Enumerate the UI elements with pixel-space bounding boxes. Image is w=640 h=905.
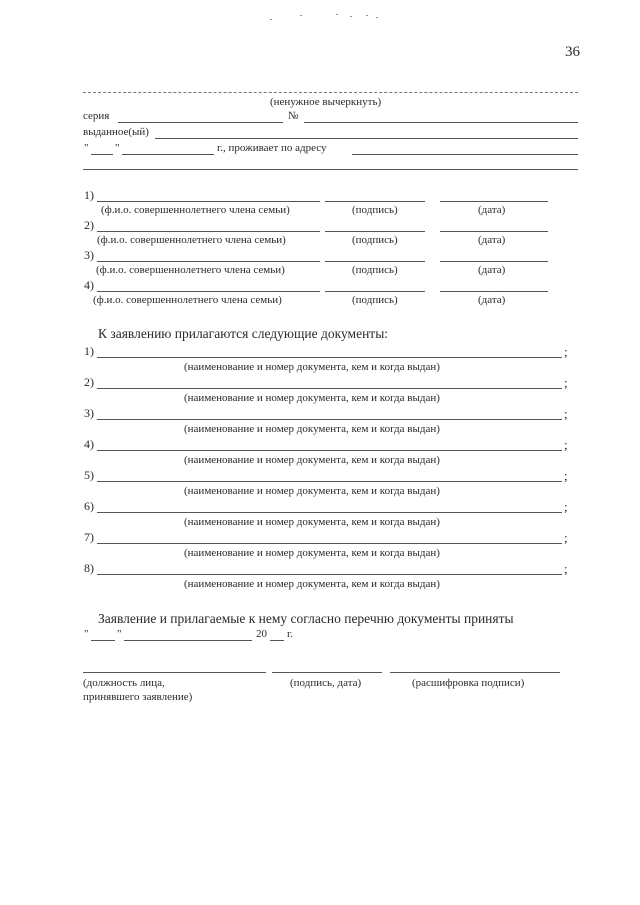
document-caption: (наименование и номер документа, кем и когда выдан) (184, 454, 440, 466)
document-field[interactable] (97, 512, 562, 513)
number-field[interactable] (304, 122, 578, 123)
name-caption: (ф.и.о. совершеннолетнего члена семьи) (93, 294, 282, 306)
acceptance-day-field[interactable] (91, 640, 115, 641)
document-number: 3) (84, 406, 94, 420)
date-quote-open: " (84, 142, 89, 154)
document-field[interactable] (97, 419, 562, 420)
member-date-field[interactable] (440, 291, 548, 292)
row-number: 1) (84, 188, 94, 202)
document-row-end: ; (564, 499, 568, 514)
date-caption: (дата) (478, 204, 506, 216)
document-field[interactable] (97, 574, 562, 575)
scan-speck (376, 17, 378, 18)
document-number: 4) (84, 437, 94, 451)
document-caption: (наименование и номер документа, кем и когда выдан) (184, 516, 440, 528)
date-caption: (дата) (478, 234, 506, 246)
member-name-field[interactable] (97, 231, 320, 232)
name-caption: (ф.и.о. совершеннолетнего члена семьи) (96, 264, 285, 276)
document-number: 1) (84, 344, 94, 358)
member-name-field[interactable] (97, 201, 320, 202)
document-caption: (наименование и номер документа, кем и когда выдан) (184, 547, 440, 559)
document-number: 8) (84, 561, 94, 575)
row-number: 3) (84, 248, 94, 262)
document-caption: (наименование и номер документа, кем и когда выдан) (184, 361, 440, 373)
document-caption: (наименование и номер документа, кем и когда выдан) (184, 392, 440, 404)
acceptance-year-field[interactable] (270, 640, 284, 641)
member-name-field[interactable] (97, 291, 320, 292)
acceptance-quote-open: " (84, 628, 89, 640)
decode-caption: (расшифровка подписи) (412, 677, 525, 689)
member-date-field[interactable] (440, 261, 548, 262)
series-label: серия (83, 110, 110, 122)
scan-speck (350, 16, 352, 17)
document-caption: (наименование и номер документа, кем и когда выдан) (184, 578, 440, 590)
scan-speck (336, 14, 338, 15)
document-row-end: ; (564, 344, 568, 359)
document-row-end: ; (564, 561, 568, 576)
document-field[interactable] (97, 481, 562, 482)
day-field[interactable] (91, 154, 113, 155)
scan-speck (270, 19, 272, 20)
document-row-end: ; (564, 375, 568, 390)
document-field[interactable] (97, 543, 562, 544)
acceptance-year-prefix: 20 (256, 628, 267, 640)
page-number: 36 (565, 44, 580, 60)
date-caption: (дата) (478, 294, 506, 306)
member-name-field[interactable] (97, 261, 320, 262)
member-signature-field[interactable] (325, 231, 425, 232)
address-field-continued[interactable] (83, 169, 578, 170)
position-caption: (должность лица, (83, 677, 165, 689)
signature-caption: (подпись) (352, 204, 398, 216)
acceptance-statement: Заявление и прилагаемые к нему согласно перечню документы приняты (98, 611, 514, 626)
signature-caption: (подпись) (352, 234, 398, 246)
document-number: 7) (84, 530, 94, 544)
acceptance-quote-close: " (117, 628, 122, 640)
document-caption: (наименование и номер документа, кем и когда выдан) (184, 485, 440, 497)
year-address-label: г., проживает по адресу (217, 142, 327, 154)
date-caption: (дата) (478, 264, 506, 276)
document-caption: (наименование и номер документа, кем и когда выдан) (184, 423, 440, 435)
signature-decoding-field[interactable] (390, 672, 560, 673)
signature-caption: (подпись) (352, 264, 398, 276)
strike-note: (ненужное вычеркнуть) (270, 96, 382, 108)
member-signature-field[interactable] (325, 261, 425, 262)
signature-caption: (подпись) (352, 294, 398, 306)
number-label: № (288, 110, 299, 122)
document-number: 6) (84, 499, 94, 513)
issued-label: выданное(ый) (83, 126, 149, 138)
acceptance-year-suffix: г. (287, 628, 294, 640)
name-caption: (ф.и.о. совершеннолетнего члена семьи) (97, 234, 286, 246)
date-quote-close: " (115, 142, 120, 154)
member-signature-field[interactable] (325, 291, 425, 292)
documents-heading: К заявлению прилагаются следующие документы: (98, 326, 389, 341)
row-number: 4) (84, 278, 94, 292)
sign-date-caption: (подпись, дата) (290, 677, 362, 689)
row-number: 2) (84, 218, 94, 232)
member-signature-field[interactable] (325, 201, 425, 202)
official-position-field[interactable] (83, 672, 266, 673)
document-row-end: ; (564, 468, 568, 483)
address-field[interactable] (352, 154, 578, 155)
month-year-field[interactable] (122, 154, 214, 155)
document-row-end: ; (564, 406, 568, 421)
name-caption: (ф.и.о. совершеннолетнего члена семьи) (101, 204, 290, 216)
member-date-field[interactable] (440, 231, 548, 232)
document-field[interactable] (97, 388, 562, 389)
series-field[interactable] (118, 122, 283, 123)
document-row-end: ; (564, 437, 568, 452)
acceptance-month-field[interactable] (124, 640, 252, 641)
fill-line (83, 92, 578, 93)
issued-field[interactable] (155, 138, 578, 139)
member-date-field[interactable] (440, 201, 548, 202)
document-number: 2) (84, 375, 94, 389)
position-caption-line2: принявшего заявление) (83, 691, 193, 703)
document-number: 5) (84, 468, 94, 482)
official-signature-field[interactable] (272, 672, 382, 673)
document-field[interactable] (97, 450, 562, 451)
scan-speck (366, 15, 368, 16)
document-field[interactable] (97, 357, 562, 358)
document-row-end: ; (564, 530, 568, 545)
scan-speck (300, 15, 302, 16)
